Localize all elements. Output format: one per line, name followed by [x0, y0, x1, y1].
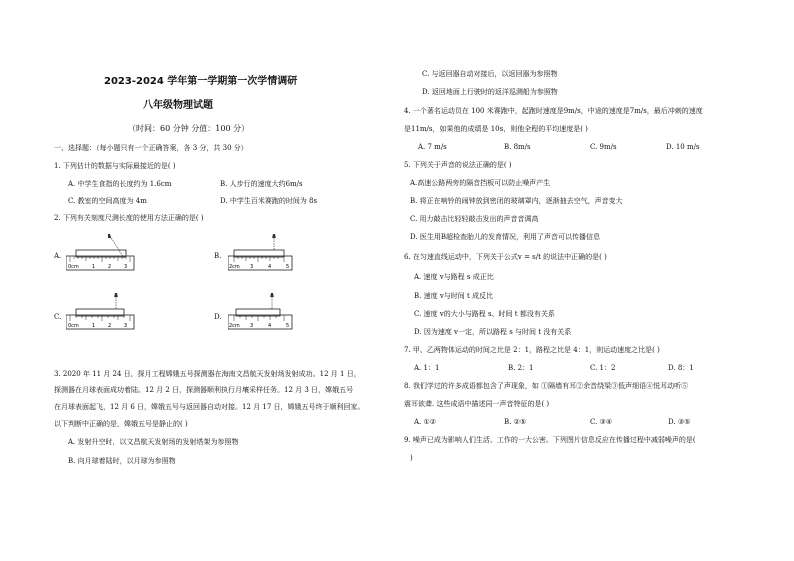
- question-5-option-b: B. 将正在响铃的闹钟放到密闭的玻璃罩内，逐渐抽去空气，声音变大: [410, 197, 623, 205]
- question-8-line-2: 震耳欲聋. 这些成语中描述同一声音特征的是( ): [404, 400, 550, 408]
- question-7-option-b: B. 2：1: [508, 364, 534, 372]
- ruler-c-tick-2: 2: [108, 323, 112, 329]
- ruler-c-tick-3: 3: [124, 323, 128, 329]
- exam-meta: （时间：60 分钟 分值：100 分）: [128, 124, 250, 133]
- ruler-c-tick-0: 0cm: [68, 323, 79, 329]
- question-5-option-c: C. 用力敲击比轻轻敲击发出的声音音调高: [410, 215, 539, 223]
- question-4-option-c: C. 9m/s: [590, 143, 617, 151]
- question-7-option-a: A. 1：1: [414, 364, 440, 372]
- question-3-option-c: C. 与返回器自动对接后，以返回器为参照物: [422, 70, 558, 78]
- ruler-d-tick-2: 4: [268, 323, 272, 329]
- question-4-option-b: B. 8m/s: [504, 143, 531, 151]
- question-6-option-d: D. 因为速度 v一定，所以路程 s 与时间 t 没有关系: [414, 328, 572, 336]
- question-3-option-b: B. 向月球着陆时，以月球为参照物: [68, 457, 176, 465]
- question-7-option-c: C. 1：2: [590, 364, 616, 372]
- question-1-option-a: A. 中学生食指的长度约为 1.6cm: [68, 180, 172, 188]
- question-8-option-c: C. ③④: [590, 418, 613, 426]
- question-1-stem: 1. 下列估计的数据与实际最接近的是( ): [54, 162, 176, 170]
- ruler-d-tick-0: 2cm: [229, 323, 240, 329]
- question-7-option-d: D. 8：1: [668, 364, 694, 372]
- question-1-option-d: D. 中学生百米赛跑的时间为 8s: [220, 197, 318, 205]
- ruler-d-tick-1: 3: [250, 323, 254, 329]
- question-4-line-1: 4. 一个著名运动员在 100 米赛跑中，起跑时速度是9m/s，中途的速度是7m/s，最后冲刺的速度: [404, 107, 703, 115]
- question-1-option-b: B. 人步行的速度大约6m/s: [220, 180, 303, 188]
- ruler-b-tick-0: 2cm: [229, 264, 240, 270]
- page-title: 2023-2024 学年第一学期第一次学情调研: [104, 76, 298, 87]
- ruler-figure-a: [66, 232, 138, 278]
- ruler-b-tick-3: 5: [286, 264, 290, 270]
- question-6-option-c: C. 速度 v的大小与路程 s、时间 t 都没有关系: [414, 310, 555, 318]
- question-4-option-d: D. 10 m/s: [666, 143, 700, 151]
- question-8-option-d: D. ③⑤: [668, 418, 691, 426]
- ruler-a-tick-1: 1: [92, 264, 96, 270]
- question-3-option-d: D. 返回地面上行驶时的返洋巡测船为参照物: [422, 88, 558, 96]
- question-8-line-1: 8. 我们学过的许多成语都包含了声现象，如 ①隔墙有耳②余音绕梁③低声细语④悦耳动听⑤: [404, 382, 689, 390]
- question-8-option-b: B. ②⑤: [504, 418, 527, 426]
- question-5-option-d: D. 医生用B超检查胎儿的发育情况，利用了声音可以传播信息: [410, 233, 600, 241]
- ruler-a-tick-0: 0cm: [68, 264, 79, 270]
- question-4-option-a: A. 7 m/s: [418, 143, 447, 151]
- ruler-c-tick-1: 1: [92, 323, 96, 329]
- question-3-line-2: 探测器在月球表面成功着陆。12 月 2 日，探测器顺利执行月壤采样任务。12 月 3 日，嫦娥五号: [54, 386, 354, 394]
- question-3-line-4: 以下判断中正确的是，嫦娥五号是静止的( ): [54, 420, 188, 428]
- question-7-stem: 7. 甲、乙两物体运动的时间之比是 2：1，路程之比是 4：1，则运动速度之比是( ): [404, 346, 660, 354]
- ruler-b-tick-1: 3: [250, 264, 254, 270]
- question-2-option-c: C.: [54, 313, 62, 321]
- question-3-option-a: A. 发射升空时，以文昌航天发射场的发射塔架为参照物: [68, 438, 239, 446]
- question-1-option-c: C. 教室的空间高度为 4m: [68, 197, 147, 205]
- question-2-option-a: A.: [54, 252, 62, 260]
- ruler-figure-d: [228, 291, 294, 337]
- question-5-option-a: A.高速公路两旁的隔音挡板可以防止噪声产生: [410, 179, 551, 187]
- ruler-figure-b: [228, 232, 294, 278]
- question-2-stem: 2. 下列有关刻度尺测长度的使用方法正确的是( ): [54, 214, 204, 222]
- ruler-figure-c: [66, 291, 138, 337]
- exam-subtitle: 八年级物理试题: [143, 100, 213, 111]
- question-2-option-d: D.: [214, 313, 222, 321]
- question-6-stem: 6. 在匀速直线运动中，下列关于公式v = s/t 的说法中正确的是( ): [404, 253, 607, 261]
- question-6-option-a: A. 速度 v与路程 s 成正比: [414, 273, 494, 281]
- question-5-stem: 5. 下列关于声音的说法正确的是( ): [404, 161, 512, 169]
- question-9-line-1: 9. 噪声已成为影响人们生活、工作的一大公害。下列图片信息反应在传播过程中减弱噪声的是(: [404, 436, 696, 444]
- question-3-line-1: 3. 2020 年 11 月 24 日，探月工程嫦娥五号探测器在海南文昌航天发射场发射成功。12 月 1 日，: [54, 370, 361, 378]
- question-8-option-a: A. ①②: [414, 418, 437, 426]
- ruler-a-tick-3: 3: [124, 264, 128, 270]
- question-6-option-b: B. 速度 v与时间 t 成反比: [414, 292, 494, 300]
- question-2-option-b: B.: [214, 252, 222, 260]
- question-9-line-2: ): [410, 454, 413, 462]
- section-heading: 一、选择题：（每小题只有一个正确答案，各 3 分，共 30 分）: [54, 144, 248, 152]
- question-4-line-2: 是11m/s，如果他的成绩是 10s，则他全程的平均速度是( ): [404, 125, 588, 133]
- ruler-d-tick-3: 5: [286, 323, 290, 329]
- ruler-b-tick-2: 4: [268, 264, 272, 270]
- question-3-line-3: 在月球表面起飞，12 月 6 日，嫦娥五号与返回器自动对接。12 月 17 日，嫦娥五号终于顺利回家。: [54, 403, 365, 411]
- ruler-a-tick-2: 2: [108, 264, 112, 270]
